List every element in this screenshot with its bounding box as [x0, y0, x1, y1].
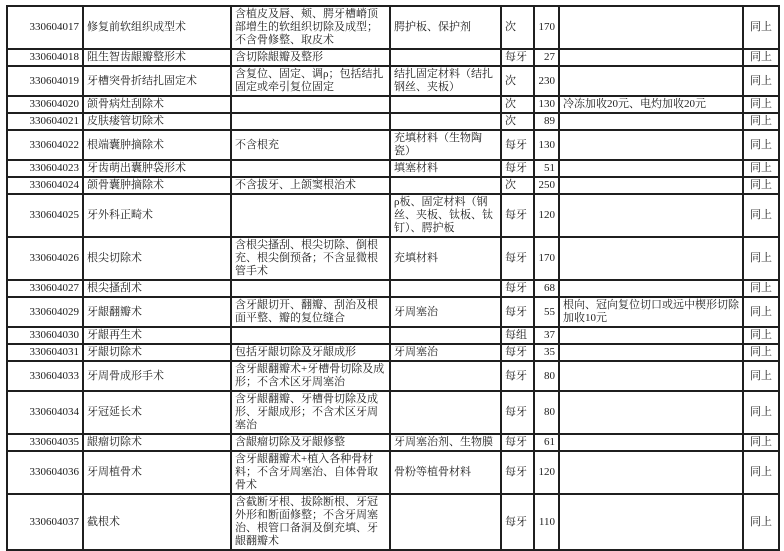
code-cell: 330604025 — [7, 194, 83, 237]
price-cell: 130 — [534, 130, 559, 160]
code-cell: 330604017 — [7, 6, 83, 49]
same-as-above-cell: 同上 — [743, 434, 779, 451]
procedure-name-cell: 牙周骨成形手术 — [83, 361, 231, 391]
note-cell — [559, 280, 743, 297]
price-cell: 230 — [534, 66, 559, 96]
table-row — [7, 194, 779, 237]
code-cell: 330604030 — [7, 327, 83, 344]
procedure-name-cell: 截根术 — [83, 494, 231, 550]
code-cell: 330604037 — [7, 494, 83, 550]
table-row — [7, 49, 779, 66]
note-cell — [559, 160, 743, 177]
table-row — [7, 391, 779, 434]
code-cell: 330604031 — [7, 344, 83, 361]
note-cell — [559, 361, 743, 391]
table-row — [7, 177, 779, 194]
unit-cell: 次 — [501, 66, 534, 96]
procedure-name-cell: 牙冠延长术 — [83, 391, 231, 434]
procedure-name-cell: 牙龈切除术 — [83, 344, 231, 361]
code-cell: 330604022 — [7, 130, 83, 160]
table-row — [7, 96, 779, 113]
materials-cell — [390, 494, 501, 550]
code-cell: 330604024 — [7, 177, 83, 194]
price-cell: 120 — [534, 451, 559, 494]
procedure-name-cell: 牙周植骨术 — [83, 451, 231, 494]
price-cell: 80 — [534, 391, 559, 434]
note-cell — [559, 130, 743, 160]
price-cell: 35 — [534, 344, 559, 361]
note-cell — [559, 177, 743, 194]
unit-cell: 每牙 — [501, 344, 534, 361]
materials-cell — [390, 391, 501, 434]
description-cell: 含牙龈翻瓣、牙槽骨切除及成形、牙龈成形；不含术区牙周塞治 — [231, 391, 390, 434]
materials-cell: 牙周塞治 — [390, 297, 501, 327]
table-body — [7, 6, 779, 550]
description-cell: 含牙龈翻瓣术+植入各种骨材料；不含牙周塞治、自体骨取骨术 — [231, 451, 390, 494]
price-cell: 55 — [534, 297, 559, 327]
note-cell — [559, 49, 743, 66]
table-row — [7, 451, 779, 494]
procedure-name-cell: 牙齿萌出囊肿袋形术 — [83, 160, 231, 177]
materials-cell — [390, 177, 501, 194]
price-cell: 61 — [534, 434, 559, 451]
description-cell: 含牙龈切开、翻瓣、刮治及根面平整、瓣的复位缝合 — [231, 297, 390, 327]
unit-cell: 每组 — [501, 327, 534, 344]
price-cell: 120 — [534, 194, 559, 237]
description-cell: 含植皮及唇、颊、腭牙槽嵴顶部增生的软组织切除及成型；不含骨修整、取皮术 — [231, 6, 390, 49]
note-cell: 冷冻加收20元、电灼加收20元 — [559, 96, 743, 113]
unit-cell: 每牙 — [501, 194, 534, 237]
code-cell: 330604029 — [7, 297, 83, 327]
table-row — [7, 280, 779, 297]
price-cell: 80 — [534, 361, 559, 391]
note-cell — [559, 113, 743, 130]
materials-cell: 填塞材料 — [390, 160, 501, 177]
same-as-above-cell: 同上 — [743, 494, 779, 550]
code-cell: 330604027 — [7, 280, 83, 297]
price-cell: 110 — [534, 494, 559, 550]
description-cell — [231, 327, 390, 344]
procedure-name-cell: 颌骨病灶刮除术 — [83, 96, 231, 113]
table-row — [7, 297, 779, 327]
same-as-above-cell: 同上 — [743, 49, 779, 66]
description-cell: 含龈瘤切除及牙龈修整 — [231, 434, 390, 451]
same-as-above-cell: 同上 — [743, 344, 779, 361]
materials-cell — [390, 327, 501, 344]
description-cell — [231, 160, 390, 177]
unit-cell: 次 — [501, 177, 534, 194]
code-cell: 330604023 — [7, 160, 83, 177]
code-cell: 330604035 — [7, 434, 83, 451]
price-cell: 51 — [534, 160, 559, 177]
procedure-name-cell: 牙槽突骨折结扎固定术 — [83, 66, 231, 96]
procedure-name-cell: 皮肤瘘管切除术 — [83, 113, 231, 130]
code-cell: 330604036 — [7, 451, 83, 494]
same-as-above-cell: 同上 — [743, 96, 779, 113]
description-cell: 包括牙龈切除及牙龈成形 — [231, 344, 390, 361]
price-cell: 68 — [534, 280, 559, 297]
unit-cell: 次 — [501, 96, 534, 113]
table-row — [7, 494, 779, 550]
unit-cell: 每牙 — [501, 494, 534, 550]
same-as-above-cell: 同上 — [743, 160, 779, 177]
unit-cell: 每牙 — [501, 237, 534, 280]
medical-price-table — [6, 5, 780, 551]
code-cell: 330604020 — [7, 96, 83, 113]
materials-cell: 腭护板、保护剂 — [390, 6, 501, 49]
procedure-name-cell: 牙外科正畸术 — [83, 194, 231, 237]
materials-cell — [390, 280, 501, 297]
same-as-above-cell: 同上 — [743, 361, 779, 391]
procedure-name-cell: 牙龈翻瓣术 — [83, 297, 231, 327]
unit-cell: 每牙 — [501, 361, 534, 391]
materials-cell — [390, 113, 501, 130]
table-row — [7, 361, 779, 391]
same-as-above-cell: 同上 — [743, 66, 779, 96]
same-as-above-cell: 同上 — [743, 194, 779, 237]
same-as-above-cell: 同上 — [743, 391, 779, 434]
table-row — [7, 434, 779, 451]
price-cell: 250 — [534, 177, 559, 194]
same-as-above-cell: 同上 — [743, 280, 779, 297]
code-cell: 330604018 — [7, 49, 83, 66]
same-as-above-cell: 同上 — [743, 113, 779, 130]
procedure-name-cell: 根端囊肿摘除术 — [83, 130, 231, 160]
unit-cell: 每牙 — [501, 280, 534, 297]
same-as-above-cell: 同上 — [743, 237, 779, 280]
note-cell — [559, 237, 743, 280]
note-cell — [559, 6, 743, 49]
description-cell: 不含拔牙、上颌窦根治术 — [231, 177, 390, 194]
procedure-name-cell: 龈瘤切除术 — [83, 434, 231, 451]
materials-cell: 牙周塞治剂、生物膜 — [390, 434, 501, 451]
price-cell: 130 — [534, 96, 559, 113]
materials-cell: 牙周塞治 — [390, 344, 501, 361]
same-as-above-cell: 同上 — [743, 130, 779, 160]
procedure-name-cell: 阻生智齿龈瓣整形术 — [83, 49, 231, 66]
note-cell — [559, 194, 743, 237]
unit-cell: 每牙 — [501, 49, 534, 66]
table-row — [7, 113, 779, 130]
note-cell — [559, 327, 743, 344]
table-row — [7, 160, 779, 177]
note-cell — [559, 66, 743, 96]
description-cell — [231, 96, 390, 113]
same-as-above-cell: 同上 — [743, 297, 779, 327]
table-row — [7, 344, 779, 361]
unit-cell: 每牙 — [501, 130, 534, 160]
description-cell — [231, 280, 390, 297]
procedure-name-cell: 修复前软组织成型术 — [83, 6, 231, 49]
materials-cell: ρ板、固定材料（钢丝、夹板、钛板、钛钉）、腭护板 — [390, 194, 501, 237]
note-cell — [559, 451, 743, 494]
description-cell: 含牙龈翻瓣术+牙槽骨切除及成形；不含术区牙周塞治 — [231, 361, 390, 391]
description-cell — [231, 113, 390, 130]
materials-cell: 结扎固定材料（结扎钢丝、夹板） — [390, 66, 501, 96]
procedure-name-cell: 牙龈再生术 — [83, 327, 231, 344]
unit-cell: 每牙 — [501, 297, 534, 327]
price-cell: 27 — [534, 49, 559, 66]
unit-cell: 次 — [501, 6, 534, 49]
note-cell — [559, 494, 743, 550]
code-cell: 330604021 — [7, 113, 83, 130]
description-cell: 含复位、固定、调ρ；包括结扎固定或牵引复位固定 — [231, 66, 390, 96]
description-cell: 含切除龈瓣及整形 — [231, 49, 390, 66]
description-cell: 含截断牙根、拔除断根、牙冠外形和断面修整；不含牙周塞治、根管口备洞及倒充填、牙龈翻瓣术 — [231, 494, 390, 550]
note-cell: 根向、冠向复位切口或远中楔形切除加收10元 — [559, 297, 743, 327]
description-cell: 不含根充 — [231, 130, 390, 160]
same-as-above-cell: 同上 — [743, 6, 779, 49]
description-cell — [231, 194, 390, 237]
unit-cell: 每牙 — [501, 451, 534, 494]
table-row — [7, 327, 779, 344]
code-cell: 330604033 — [7, 361, 83, 391]
unit-cell: 次 — [501, 113, 534, 130]
code-cell: 330604019 — [7, 66, 83, 96]
code-cell: 330604034 — [7, 391, 83, 434]
note-cell — [559, 434, 743, 451]
materials-cell — [390, 96, 501, 113]
procedure-name-cell: 根尖搔刮术 — [83, 280, 231, 297]
materials-cell — [390, 49, 501, 66]
materials-cell: 充填材料 — [390, 237, 501, 280]
unit-cell: 每牙 — [501, 434, 534, 451]
description-cell: 含根尖搔刮、根尖切除、倒根充、根尖倒预备；不含显微根管手术 — [231, 237, 390, 280]
same-as-above-cell: 同上 — [743, 177, 779, 194]
table-row — [7, 6, 779, 49]
unit-cell: 每牙 — [501, 160, 534, 177]
procedure-name-cell: 颌骨囊肿摘除术 — [83, 177, 231, 194]
same-as-above-cell: 同上 — [743, 451, 779, 494]
same-as-above-cell: 同上 — [743, 327, 779, 344]
procedure-name-cell: 根尖切除术 — [83, 237, 231, 280]
materials-cell: 充填材料（生物陶瓷） — [390, 130, 501, 160]
note-cell — [559, 344, 743, 361]
price-cell: 170 — [534, 6, 559, 49]
code-cell: 330604026 — [7, 237, 83, 280]
materials-cell — [390, 361, 501, 391]
table-row — [7, 66, 779, 96]
price-cell: 170 — [534, 237, 559, 280]
unit-cell: 每牙 — [501, 391, 534, 434]
price-cell: 37 — [534, 327, 559, 344]
table-row — [7, 237, 779, 280]
table-row — [7, 130, 779, 160]
materials-cell: 骨粉等植骨材料 — [390, 451, 501, 494]
note-cell — [559, 391, 743, 434]
price-cell: 89 — [534, 113, 559, 130]
